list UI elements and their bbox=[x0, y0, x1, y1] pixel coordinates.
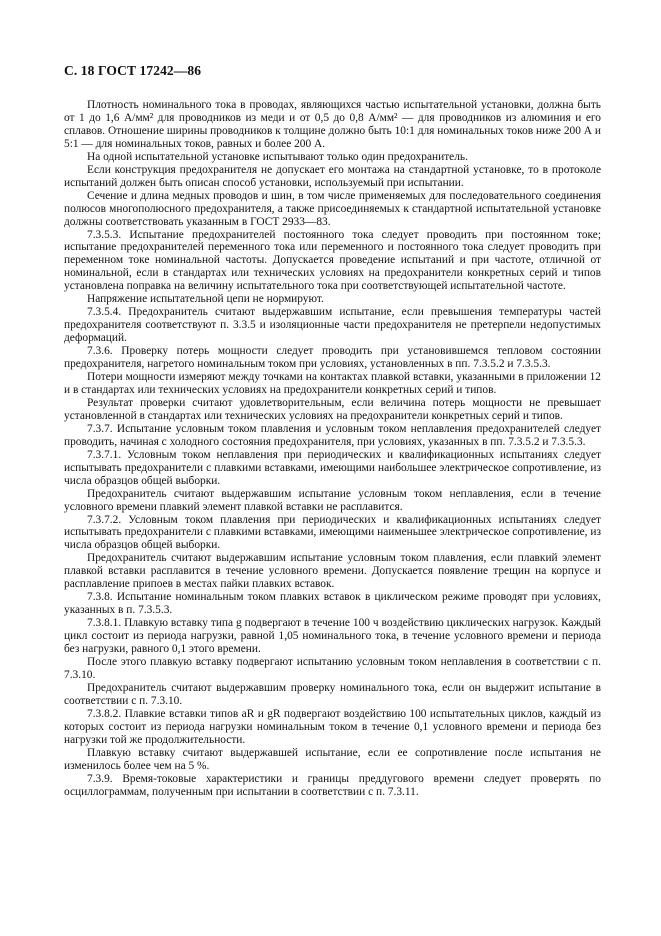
page-header: С. 18 ГОСТ 17242—86 bbox=[64, 63, 202, 78]
paragraph: Предохранитель считают выдержавшим испытание условным током неплавления, если в течение условного времени плавкий элемент плавкой вставки не расплавится. bbox=[64, 487, 601, 513]
paragraph: Плотность номинального тока в проводах, являющихся частью испытательной установки, должна быть от 1 до 1,6 А/мм² для проводников из меди и от 0,5 до 0,8 А/мм² — для проводников из алюминия и его сплавов. Отношение ширины проводников к толщине должно быть 10:1 для номинальных токов ниже 200 А и 5:1 — для номинальных токов, равных и более 200 А. bbox=[64, 99, 601, 150]
paragraph-section-7-3-7-2: 7.3.7.2. Условным током плавления при периодических и квалификационных испытаниях следует испытывать предохранители с плавкими вставками, имеющими наименьшее электрическое сопротивление, из числа образцов общей выборки. bbox=[64, 513, 601, 552]
paragraph-section-7-3-8: 7.3.8. Испытание номинальным током плавких вставок в циклическом режиме проводят при условиях, указанных в п. 7.3.5.3. bbox=[64, 591, 601, 617]
paragraph: Плавкую вставку считают выдержавшей испытание, если ее сопротивление после испытания не изменилось более чем на 5 %. bbox=[64, 746, 601, 772]
paragraph: Напряжение испытательной цепи не нормируют. bbox=[87, 293, 324, 306]
paragraph: После этого плавкую вставку подвергают испытанию условным током неплавления в соответствии с п. 7.3.10. bbox=[64, 655, 601, 681]
paragraph-section-7-3-5-3: 7.3.5.3. Испытание предохранителей постоянного тока следует проводить при постоянном токе; испытание предохранителей переменного тока или переменного и постоянного тока следует проводить при переменном токе номинальной частоты. Допускается проведение испытаний и при частоте, отличной от номинальной, если в стандартах или технических условиях на предохранители конкретных серий и типов установлена поправка на величину испытательного тока при соответствующей испытательной частоте. bbox=[64, 228, 601, 293]
paragraph-section-7-3-5-4: 7.3.5.4. Предохранитель считают выдержавшим испытание, если превышения температуры частей предохранителя соответствуют п. 3.3.5 и изоляционные части предохранителя не претерпели недопустимых деформаций. bbox=[64, 306, 601, 345]
paragraph-section-7-3-7-1: 7.3.7.1. Условным током неплавления при периодических и квалификационных испытаниях следует испытывать предохранители с плавкими вставками, имеющими наибольшее электрическое сопротивление, из числа образцов общей выборки. bbox=[64, 448, 601, 487]
paragraph-section-7-3-8-1: 7.3.8.1. Плавкую вставку типа g подвергают в течение 100 ч воздействию циклических нагрузок. Каждый цикл состоит из периода нагрузки, равной 1,05 номинального тока, в течение условного времени и периода без нагрузки, равного 0,1 этого времени. bbox=[64, 617, 601, 656]
document-body bbox=[64, 99, 601, 798]
paragraph-section-7-3-8-2: 7.3.8.2. Плавкие вставки типов aR и gR подвергают воздействию 100 испытательных циклов, каждый из которых состоит из периода нагрузки номинальным током в течение 0,1 условного времени и периода без нагрузки той же продолжительности. bbox=[64, 707, 601, 746]
paragraph: Сечение и длина медных проводов и шин, в том числе применяемых для последовательного соединения полюсов многополюсного предохранителя, а также присоединяемых к стандартной испытательной установке должны соответствовать указанным в ГОСТ 2933—83. bbox=[64, 189, 601, 228]
paragraph: На одной испытательной установке испытывают только один предохранитель. bbox=[87, 150, 468, 163]
paragraph: Предохранитель считают выдержавшим испытание условным током плавления, если плавкий элемент плавкой вставки расплавится в течение условного времени. Допускается появление трещин на корпусе и расплавление припоев в местах пайки плавких вставок. bbox=[64, 552, 601, 591]
paragraph: Если конструкция предохранителя не допускает его монтажа на стандартной установке, то в протоколе испытаний должен быть описан способ установки, используемый при испытании. bbox=[64, 163, 601, 189]
paragraph-section-7-3-9: 7.3.9. Время-токовые характеристики и границы преддугового времени следует проверять по осциллограммам, полученным при испытании в соответствии с п. 7.3.11. bbox=[64, 772, 601, 798]
paragraph: Предохранитель считают выдержавшим проверку номинального тока, если он выдержит испытание в соответствии с п. 7.3.10. bbox=[64, 681, 601, 707]
paragraph: Потери мощности измеряют между точками на контактах плавкой вставки, указанными в приложении 12 и в стандартах или технических условиях на предохранители конкретных серий и типов. bbox=[64, 371, 601, 396]
paragraph: Результат проверки считают удовлетворительным, если величина потерь мощности не превышает установленной в стандартах или технических условиях на предохранители конкретных серий и типов. bbox=[64, 396, 601, 422]
paragraph-section-7-3-7: 7.3.7. Испытание условным током плавления и условным током неплавления предохранителей следует проводить, начиная с холодного состояния предохранителя, при условиях, указанных в пп. 7.3.5.2 и 7.3.5.3. bbox=[64, 422, 601, 448]
paragraph-section-7-3-6: 7.3.6. Проверку потерь мощности следует проводить при установившемся тепловом состоянии предохранителя, нагретого номинальным током при условиях, установленных в пп. 7.3.5.2 и 7.3.5.3. bbox=[64, 345, 601, 371]
